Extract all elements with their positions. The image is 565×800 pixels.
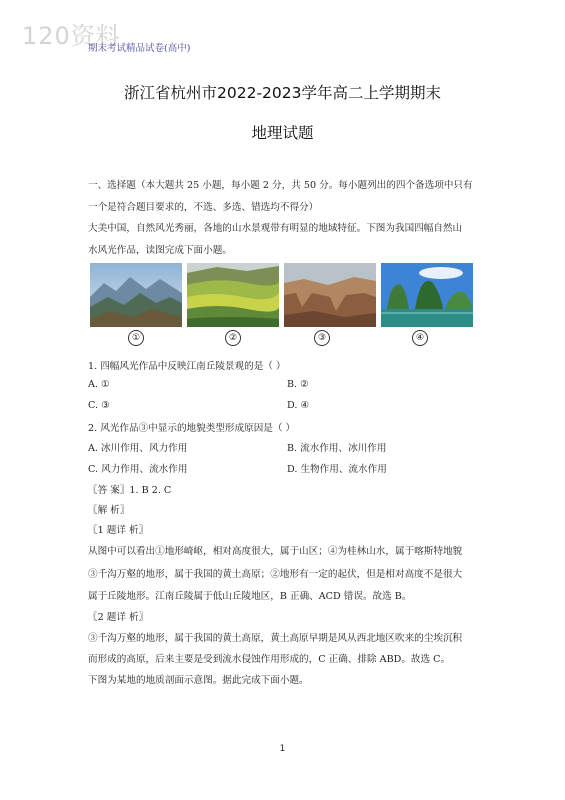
passage-line-2: 水风光作品，读图完成下面小题。 xyxy=(88,245,232,256)
question-2-detail-label: 〖2 题详 析〗 xyxy=(88,612,149,623)
page-subtitle: 地理试题 xyxy=(251,124,314,142)
question-1-detail-label: 〖1 题详 析〗 xyxy=(88,525,149,536)
analysis-label: 〖解 析〗 xyxy=(88,505,130,516)
page-title: 浙江省杭州市2022-2023学年高二上学期期末 xyxy=(124,84,441,102)
question-1-option-a: A. ① xyxy=(88,379,110,390)
photo-label-4: ④ xyxy=(412,330,428,346)
question-1-stem: 1. 四幅风光作品中反映江南丘陵景观的是（ ） xyxy=(88,361,286,372)
header-note: 期末考试精品试卷(高中) xyxy=(88,43,191,54)
photo-label-2: ② xyxy=(225,330,241,346)
page-number: 1 xyxy=(279,744,286,754)
question-1-detail-line-3: 属于丘陵地形。江南丘陵属于低山丘陵地区，B 正确、ACD 错误。故选 B。 xyxy=(88,591,412,602)
landscape-photos xyxy=(90,263,475,329)
loess-plateau-photo xyxy=(284,263,376,327)
next-section-intro: 下图为某地的地质剖面示意图。据此完成下面小题。 xyxy=(88,675,309,686)
terrace-fields-photo xyxy=(187,263,279,327)
photo-label-3: ③ xyxy=(314,330,330,346)
question-2-option-a: A. 冰川作用、风力作用 xyxy=(88,443,188,454)
question-1-option-b: B. ② xyxy=(287,379,309,390)
section-intro-line-1: 一、选择题（本大题共 25 小题，每小题 2 分，共 50 分。每小题列出的四个备选项中只有 xyxy=(88,180,473,191)
karst-landscape-photo xyxy=(381,263,473,327)
question-1-option-c: C. ③ xyxy=(88,400,110,411)
question-1-detail-line-2: ③千沟万壑的地形，属于我国的黄土高原；②地形有一定的起伏，但是相对高度不是很大 xyxy=(88,569,463,580)
question-1-option-d: D. ④ xyxy=(287,400,310,411)
mountain-photo xyxy=(90,263,182,327)
passage-line-1: 大美中国，自然风光秀丽，各地的山水景观带有明显的地域特征。下图为我国四幅自然山 xyxy=(88,223,463,234)
question-2-option-d: D. 生物作用、流水作用 xyxy=(287,464,387,475)
section-intro-line-2: 一个是符合题目要求的，不选、多选、错选均不得分） xyxy=(88,202,319,213)
question-1-detail-line-1: 从图中可以看出①地形崎岖，相对高度很大，属于山区；④为桂林山水，属于喀斯特地貌 xyxy=(88,546,463,557)
question-2-detail-line-1: ③千沟万壑的地形，属于我国的黄土高原，黄土高原早期是风从西北地区吹来的尘埃沉积 xyxy=(88,633,463,644)
question-2-option-c: C. 风力作用、流水作用 xyxy=(88,464,188,475)
photo-label-1: ① xyxy=(128,330,144,346)
answer-key: 〖答 案〗1. B 2. C xyxy=(88,485,172,496)
question-2-option-b: B. 流水作用、冰川作用 xyxy=(287,443,387,454)
question-2-detail-line-2: 而形成的高原，后来主要是受到流水侵蚀作用形成的，C 正确、排除 ABD。故选 C。 xyxy=(88,654,451,665)
question-2-stem: 2. 风光作品③中显示的地貌类型形成原因是（ ） xyxy=(88,423,296,434)
watermark: 120资料 xyxy=(22,22,121,50)
